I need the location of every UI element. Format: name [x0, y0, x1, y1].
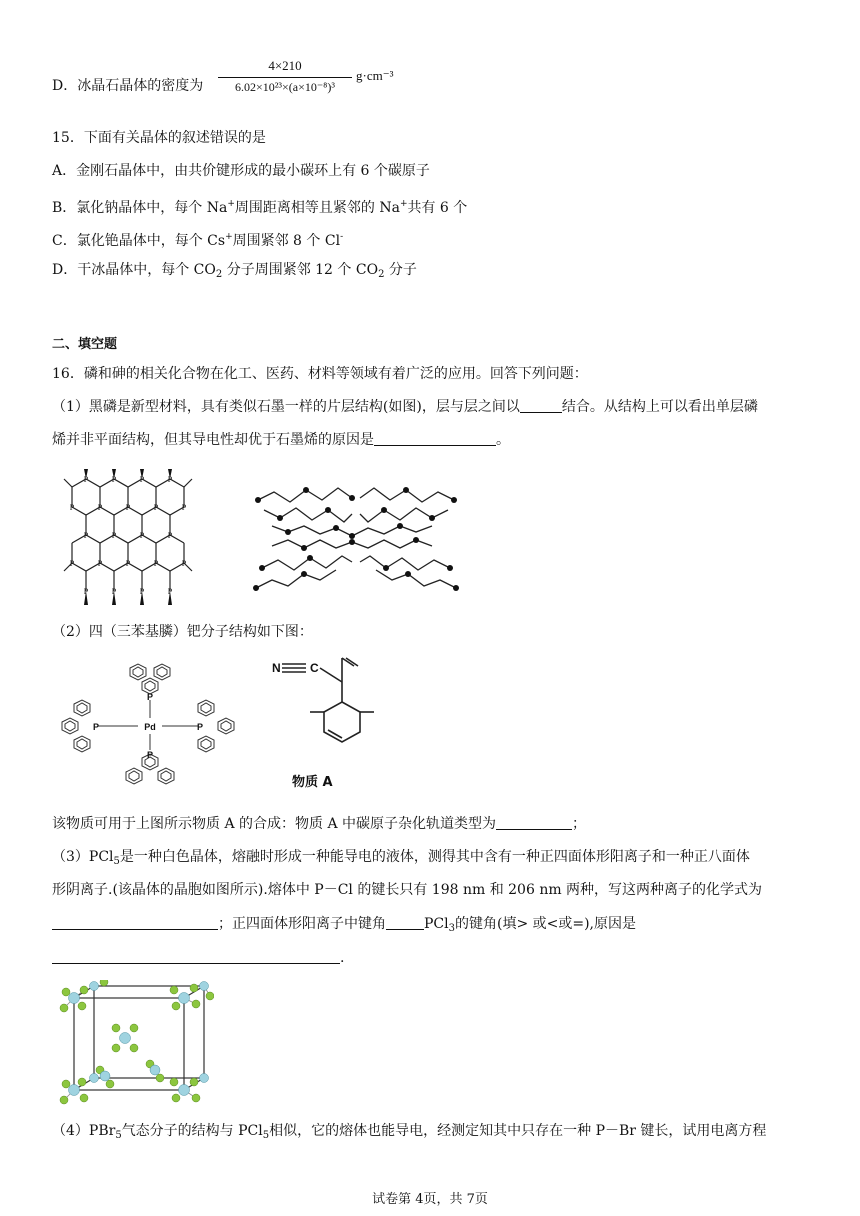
q15-option-d — [52, 260, 417, 285]
answer-blank[interactable] — [496, 815, 572, 830]
plus-sup: + — [399, 199, 408, 209]
fraction-denominator: 6.02×10²³×(a×10⁻⁸)³ — [235, 80, 335, 94]
fraction-bar — [218, 77, 352, 78]
black-phosphorus-layer-figure — [62, 467, 198, 611]
density-fraction — [218, 58, 352, 95]
atom-label: P — [153, 503, 159, 512]
atom-label: P — [69, 559, 75, 568]
page-footer: 试卷第 4页，共 7页 — [372, 1192, 488, 1207]
text: 气态分子的结构与 PCl — [121, 1123, 263, 1139]
q16-stem: 16．磷和砷的相关化合物在化工、医药、材料等领域有着广泛的应用。回答下列问题： — [52, 366, 588, 382]
text: （3）PCl — [52, 849, 114, 865]
substance-a-caption: 物质 A — [292, 775, 333, 790]
atom-label: P — [111, 531, 117, 540]
sub-5: 5 — [262, 1130, 270, 1141]
sub-5: 5 — [113, 856, 120, 867]
atom-label: P — [181, 503, 187, 512]
q16-part2-text — [52, 814, 586, 834]
atom-label: P — [139, 587, 145, 596]
atom-label: P — [125, 503, 131, 512]
sub-5: 5 — [115, 1130, 122, 1141]
q16-part2: （2）四（三苯基膦）钯分子结构如下图： — [52, 624, 313, 640]
q16-part3-line3 — [52, 914, 636, 939]
text: （4）PBr — [52, 1123, 116, 1139]
atom-label: P — [111, 587, 117, 596]
atom-label: P — [139, 531, 145, 540]
minus-sup: - — [340, 232, 344, 242]
q15c-mid: 周围紧邻 8 个 Cl — [232, 233, 341, 249]
atom-label: P — [153, 559, 159, 568]
sub-2: 2 — [378, 269, 385, 280]
answer-blank[interactable] — [520, 398, 562, 413]
atom-label: P — [125, 559, 131, 568]
atom-label: N — [272, 661, 281, 675]
answer-blank[interactable] — [52, 949, 340, 964]
q16-part3-line2: 形阴离子.(该晶体的晶胞如图所示).熔体中 P－Cl 的键长只有 198 nm 和 206 nm 两种，写这两种离子的化学式为 — [52, 882, 763, 898]
q15d-pre: D．干冰晶体中，每个 CO — [52, 262, 216, 278]
text: 结合。从结构上可以看出单层磷 — [561, 399, 758, 415]
density-unit: g·cm⁻³ — [356, 68, 394, 83]
text: ； — [572, 816, 587, 832]
section-title: 二、填空题 — [52, 337, 118, 352]
atom-label: P — [181, 559, 187, 568]
q15b-pre: B．氯化钠晶体中，每个 Na — [52, 200, 228, 216]
atom-label: P — [146, 750, 154, 760]
text: 。 — [496, 432, 510, 448]
substance-a-structure — [266, 656, 390, 794]
atom-label: P — [146, 692, 154, 702]
atom-label: P — [92, 722, 100, 732]
atom-label: P — [83, 475, 89, 484]
q16-part3-line4 — [52, 948, 344, 968]
sub-3: 3 — [448, 923, 455, 934]
q15b-mid: 周围距离相等且紧邻的 Na — [234, 200, 400, 216]
atom-label: C — [310, 661, 319, 675]
text: PCl — [424, 916, 449, 932]
atom-label: P — [83, 587, 89, 596]
q16-part3-line1 — [52, 847, 750, 872]
atom-label: P — [196, 722, 204, 732]
text: 该物质可用于上图所示物质 A 的合成：物质 A 中碳原子杂化轨道类型为 — [52, 816, 497, 832]
atom-label: P — [111, 475, 117, 484]
q15c-pre: C．氯化铯晶体中，每个 Cs — [52, 233, 226, 249]
pcl5-unit-cell-figure — [50, 980, 214, 1112]
text: 的键角(填> 或<或=),原因是 — [454, 916, 636, 932]
q15-option-b — [52, 194, 467, 218]
q16-part1-line2 — [52, 430, 510, 450]
atom-label: P — [167, 531, 173, 540]
q16-part1-line1 — [52, 397, 758, 417]
sub-2: 2 — [215, 269, 223, 280]
q15-option-c — [52, 227, 343, 251]
q15-stem: 15．下面有关晶体的叙述错误的是 — [52, 130, 266, 146]
answer-blank[interactable] — [52, 915, 218, 930]
plus-sup: + — [225, 232, 233, 242]
q16-part4 — [52, 1121, 766, 1146]
atom-label: P — [83, 531, 89, 540]
black-phosphorus-3d-figure — [252, 470, 460, 600]
q14d-prefix: D．冰晶石晶体的密度为 — [52, 78, 204, 94]
text: 是一种白色晶体，熔融时形成一种能导电的液体，测得其中含有一种正四面体形阳离子和一种正八面体 — [119, 849, 750, 865]
answer-blank[interactable] — [386, 915, 424, 930]
q14-option-d — [52, 76, 203, 96]
q15d-mid: 分子周围紧邻 12 个 CO — [222, 262, 379, 278]
q15b-post: 共有 6 个 — [407, 200, 468, 216]
atom-label: P — [97, 559, 103, 568]
atom-label: Pd — [144, 722, 156, 732]
text: ；正四面体形阳离子中键角 — [218, 916, 386, 932]
text: （1）黑磷是新型材料，具有类似石墨一样的片层结构(如图)，层与层之间以 — [52, 399, 520, 415]
atom-label: P — [167, 587, 173, 596]
text: 烯并非平面结构，但其导电性却优于石墨烯的原因是 — [52, 432, 374, 448]
atom-label: P — [69, 503, 75, 512]
fraction-numerator: 4×210 — [268, 58, 302, 73]
plus-sup: + — [227, 199, 235, 209]
text: 相似，它的熔体也能导电，经测定知其中只存在一种 P－Br 键长，试用电离方程 — [269, 1123, 767, 1139]
pd-pph3-4-structure — [58, 660, 242, 792]
answer-blank[interactable] — [374, 431, 496, 446]
q15-option-a: A．金刚石晶体中，由共价键形成的最小碳环上有 6 个碳原子 — [52, 163, 430, 179]
atom-label: P — [167, 475, 173, 484]
atom-label: P — [97, 503, 103, 512]
atom-label: P — [139, 475, 145, 484]
text: . — [340, 950, 345, 966]
q15d-post: 分子 — [384, 262, 417, 278]
